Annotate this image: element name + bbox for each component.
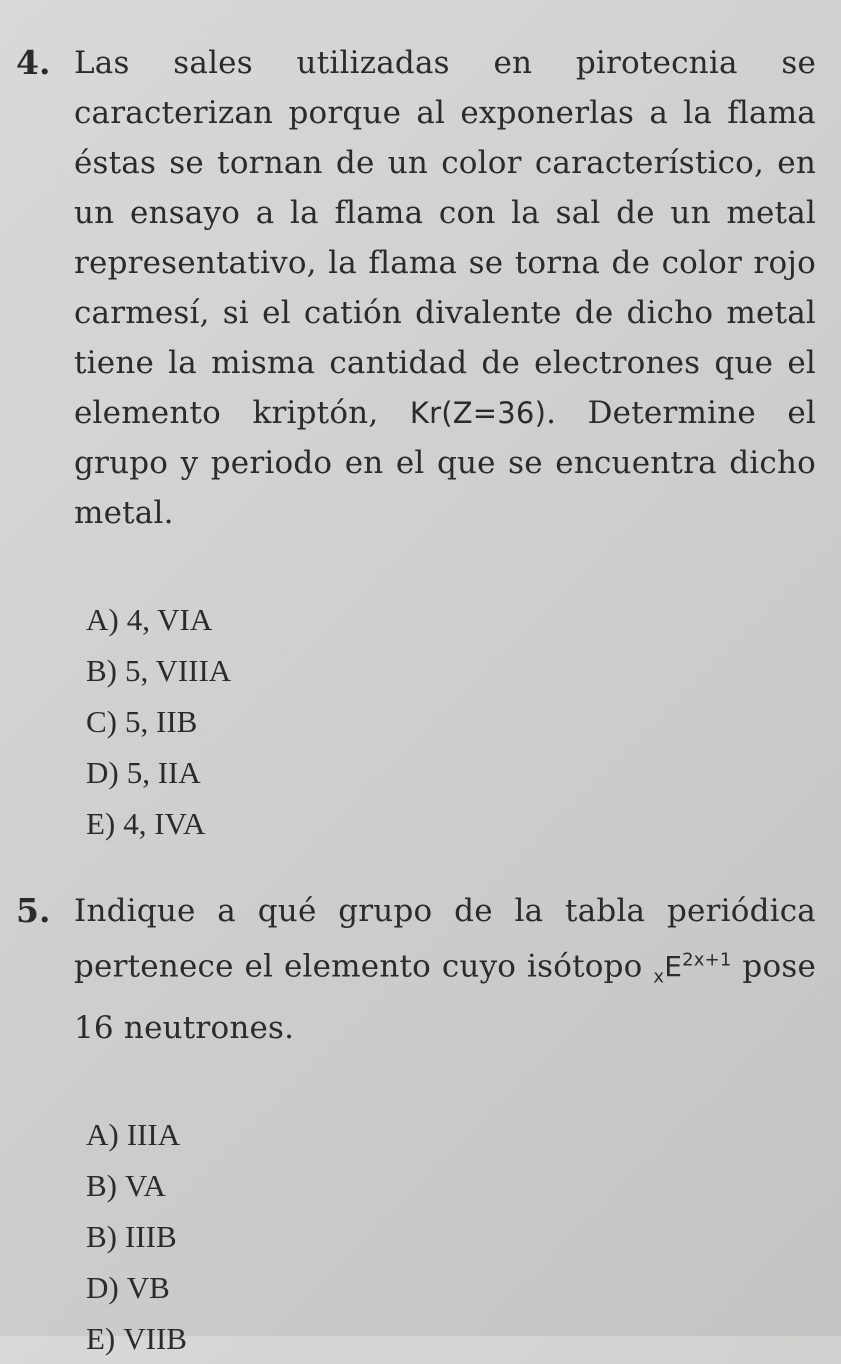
question-number: 4. — [16, 43, 51, 82]
option-text: VB — [126, 1269, 170, 1305]
question-text-part: pose 16 neutrones. — [74, 948, 816, 1046]
option-e[interactable] — [86, 1313, 816, 1364]
question-4-stem — [16, 38, 816, 538]
answer-options — [16, 1109, 816, 1364]
option-letter: A) — [86, 1116, 119, 1152]
option-text: 4, VIA — [126, 602, 213, 637]
mass-number: 2x+1 — [682, 950, 732, 971]
element-symbol: E — [664, 950, 683, 984]
question-text-part: . Determine el grupo y periodo en el que se encuentra dicho metal. — [74, 395, 816, 531]
question-text — [74, 38, 816, 538]
answer-options — [16, 594, 816, 849]
option-letter: A) — [86, 602, 119, 637]
option-letter: C) — [86, 704, 117, 739]
krypton-notation: Kr(Z=36) — [409, 396, 547, 430]
option-b[interactable] — [86, 645, 816, 696]
option-text: VA — [125, 1167, 166, 1203]
option-text: VIIB — [123, 1320, 187, 1356]
option-d[interactable] — [86, 747, 816, 798]
option-text: 5, IIA — [126, 755, 201, 790]
option-letter: D) — [86, 1269, 119, 1305]
option-letter: E) — [86, 1320, 116, 1356]
option-e[interactable] — [86, 798, 816, 849]
question-text-part: Las sales utilizadas en pirotecnia se caracterizan porque al exponerlas a la flama éstas se tornan de un color característico, en un ensayo a la flama con la sal de un metal representativo, la flama se torna de color rojo carmesí, si el catión divalente de dicho metal tiene la misma cantidad de electrones que el elemento kriptón, — [74, 45, 816, 431]
option-text: IIIB — [125, 1218, 177, 1254]
option-letter: B) — [86, 1218, 117, 1254]
question-4 — [16, 38, 816, 849]
question-5 — [16, 886, 816, 1364]
option-a[interactable] — [86, 594, 816, 645]
question-text-part: Indique a qué grupo de la tabla periódica pertenece el elemento cuyo isótopo — [74, 893, 816, 985]
option-b[interactable] — [86, 1160, 816, 1211]
option-letter: E) — [86, 806, 116, 841]
option-text: IIIA — [126, 1116, 181, 1152]
option-text: 5, VIIIA — [125, 653, 232, 688]
option-letter: D) — [86, 755, 119, 790]
question-text — [74, 886, 816, 1053]
option-text: 4, IVA — [123, 806, 206, 841]
option-d[interactable] — [86, 1262, 816, 1313]
option-a[interactable] — [86, 1109, 816, 1160]
option-c[interactable] — [86, 696, 816, 747]
option-text: 5, IIB — [125, 704, 198, 739]
option-letter: B) — [86, 1167, 117, 1203]
option-c[interactable] — [86, 1211, 816, 1262]
option-letter: B) — [86, 653, 117, 688]
question-5-stem — [16, 886, 816, 1053]
isotope-notation — [653, 950, 732, 988]
atomic-number: x — [653, 966, 665, 988]
question-number: 5. — [16, 891, 51, 930]
